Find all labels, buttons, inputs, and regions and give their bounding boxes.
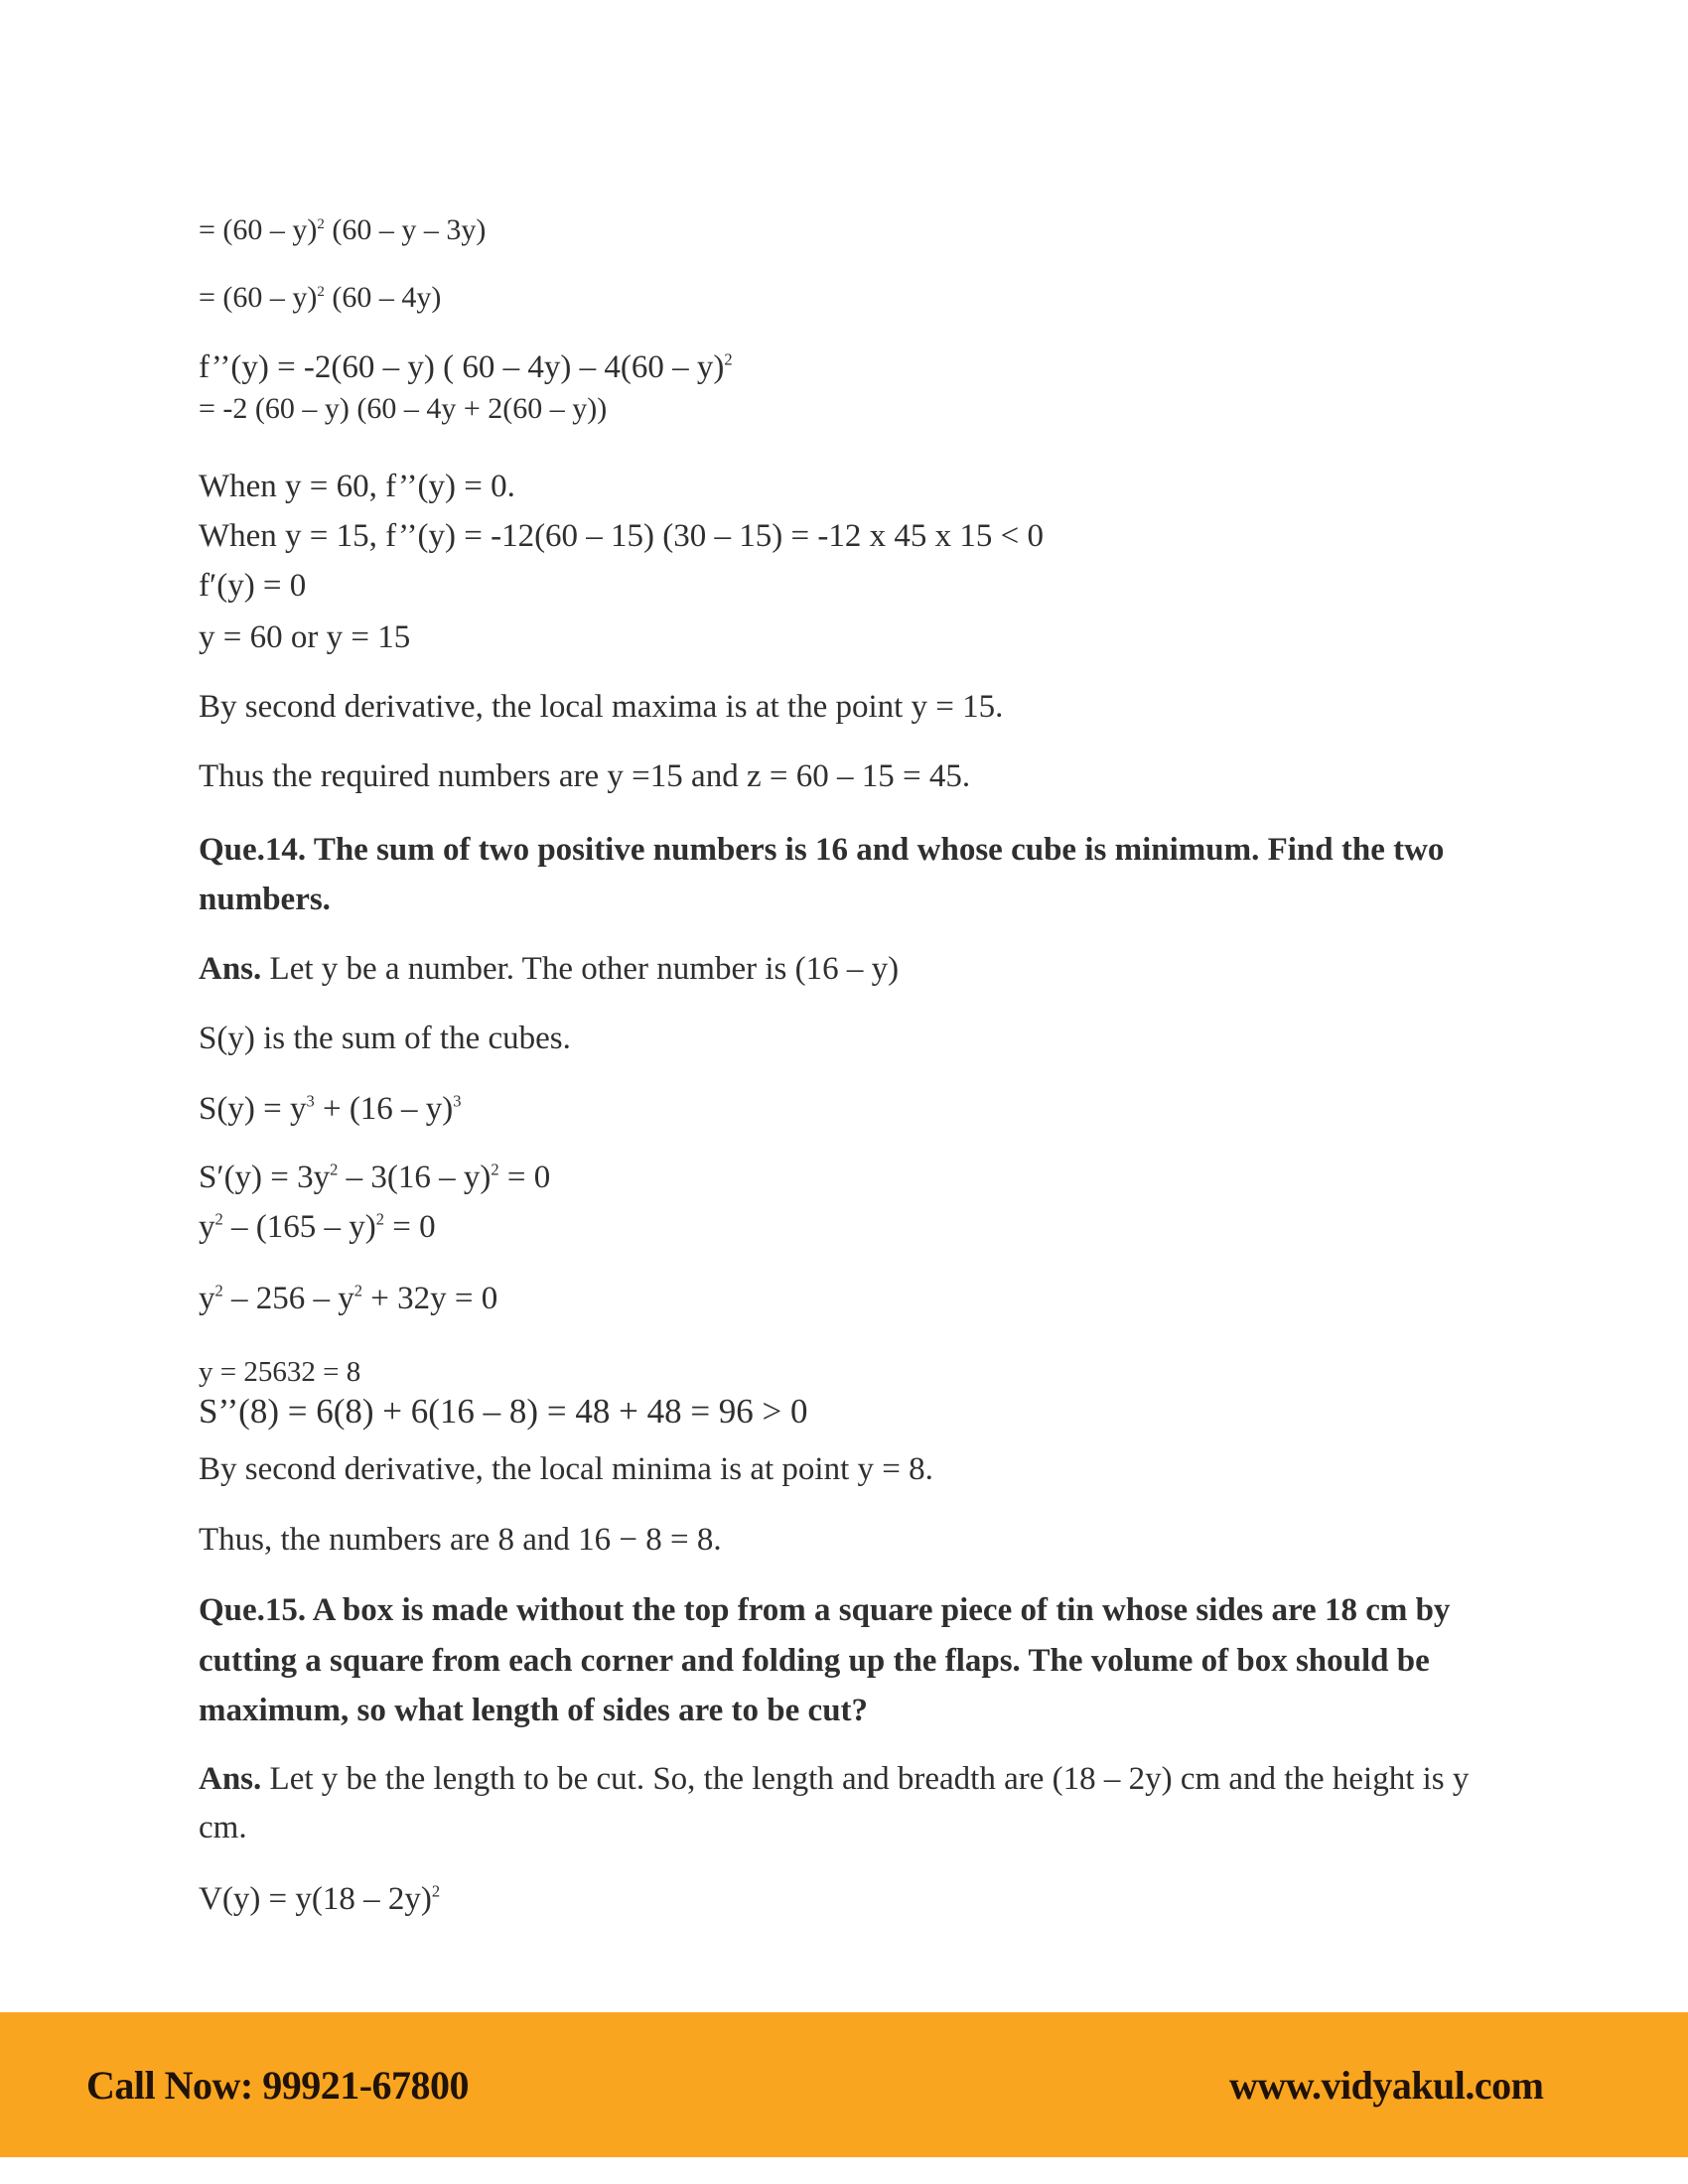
when-y-15-line: When y = 15, f’’(y) = -12(60 – 15) (30 – 15) = -12 x 45 x 15 < 0 xyxy=(199,518,1044,554)
roots-line: y = 60 or y = 15 xyxy=(199,619,411,655)
superscript: 2 xyxy=(491,1160,499,1179)
superscript: 2 xyxy=(431,1881,441,1901)
equation-line-2 xyxy=(199,280,441,316)
volume-equation xyxy=(199,1881,440,1917)
superscript: 3 xyxy=(306,1091,315,1111)
first-derivative-equation xyxy=(199,1160,550,1195)
question-15-line-1: Que.15. A box is made without the top from a square piece of tin whose sides are 18 cm by xyxy=(199,1592,1451,1628)
eq-text: + (16 – y) xyxy=(314,1091,454,1127)
answer-15-line-2: cm. xyxy=(199,1810,247,1845)
superscript: 2 xyxy=(317,283,325,300)
eq-text: y xyxy=(199,1281,215,1316)
q14-result: Thus, the numbers are 8 and 16 − 8 = 8. xyxy=(199,1522,722,1558)
eq-text: = (60 – y) xyxy=(199,213,318,246)
superscript: 2 xyxy=(214,1281,223,1300)
eq-text: (60 – y – 3y) xyxy=(324,213,487,246)
call-now-phone[interactable]: Call Now: 99921-67800 xyxy=(86,2063,470,2108)
question-14-line-2: numbers. xyxy=(199,882,331,917)
superscript: 2 xyxy=(724,349,733,369)
superscript: 2 xyxy=(330,1160,339,1179)
minima-conclusion: By second derivative, the local minima is at point y = 8. xyxy=(199,1451,933,1487)
second-derivative-check: S’’(8) = 6(8) + 6(16 – 8) = 48 + 48 = 96 > 0 xyxy=(199,1392,808,1431)
q13-result: Thus the required numbers are y =15 and z = 60 – 15 = 45. xyxy=(199,758,971,794)
answer-15-line-1 xyxy=(199,1761,1469,1797)
eq-text: = 0 xyxy=(383,1209,436,1245)
eq-text: S′(y) = 3y xyxy=(199,1160,331,1195)
eq-text: – 3(16 – y) xyxy=(338,1160,492,1195)
step-1-equation xyxy=(199,1209,436,1245)
eq-text: = 0 xyxy=(498,1160,551,1195)
eq-text: + 32y = 0 xyxy=(362,1281,498,1316)
question-15-line-2: cutting a square from each corner and folding up the flaps. The volume of box should be xyxy=(199,1643,1430,1679)
eq-text: = (60 – y) xyxy=(199,281,318,314)
first-derivative-zero-line: f′(y) = 0 xyxy=(199,568,307,604)
answer-label: Ans. xyxy=(199,1761,262,1797)
equation-line-1 xyxy=(199,212,486,248)
eq-text: – 256 – y xyxy=(222,1281,354,1316)
sum-of-cubes-equation xyxy=(199,1091,462,1127)
superscript: 2 xyxy=(317,215,325,232)
maxima-conclusion: By second derivative, the local maxima is at the point y = 15. xyxy=(199,689,1004,725)
answer-label: Ans. xyxy=(199,951,262,987)
eq-text: – (165 – y) xyxy=(222,1209,376,1245)
second-derivative-line xyxy=(199,349,733,385)
superscript: 2 xyxy=(353,1281,362,1300)
eq-text: y xyxy=(199,1209,215,1245)
answer-text: Let y be the length to be cut. So, the length and breadth are (18 – 2y) cm and the height is y xyxy=(261,1761,1470,1797)
step-2-equation xyxy=(199,1281,497,1316)
step-3-equation: y = 25632 = 8 xyxy=(199,1356,361,1388)
superscript: 3 xyxy=(453,1091,462,1111)
eq-text: S(y) = y xyxy=(199,1091,307,1127)
sum-of-cubes-definition: S(y) is the sum of the cubes. xyxy=(199,1021,571,1056)
superscript: 2 xyxy=(375,1209,384,1229)
question-14-line-1: Que.14. The sum of two positive numbers is 16 and whose cube is minimum. Find the two xyxy=(199,832,1445,868)
answer-14-intro xyxy=(199,951,899,987)
eq-text: (60 – 4y) xyxy=(324,281,442,314)
eq-text: V(y) = y(18 – 2y) xyxy=(199,1881,432,1917)
equation-line-4: = -2 (60 – y) (60 – 4y + 2(60 – y)) xyxy=(199,392,608,425)
answer-text: Let y be a number. The other number is (16 – y) xyxy=(261,951,900,987)
question-15-line-3: maximum, so what length of sides are to be cut? xyxy=(199,1693,869,1728)
eq-text: f’’(y) = -2(60 – y) ( 60 – 4y) – 4(60 – y) xyxy=(199,349,725,385)
when-y-60-line: When y = 60, f’’(y) = 0. xyxy=(199,469,515,504)
footer-banner xyxy=(0,2012,1688,2157)
website-link[interactable]: www.vidyakul.com xyxy=(1229,2063,1544,2108)
superscript: 2 xyxy=(214,1209,223,1229)
